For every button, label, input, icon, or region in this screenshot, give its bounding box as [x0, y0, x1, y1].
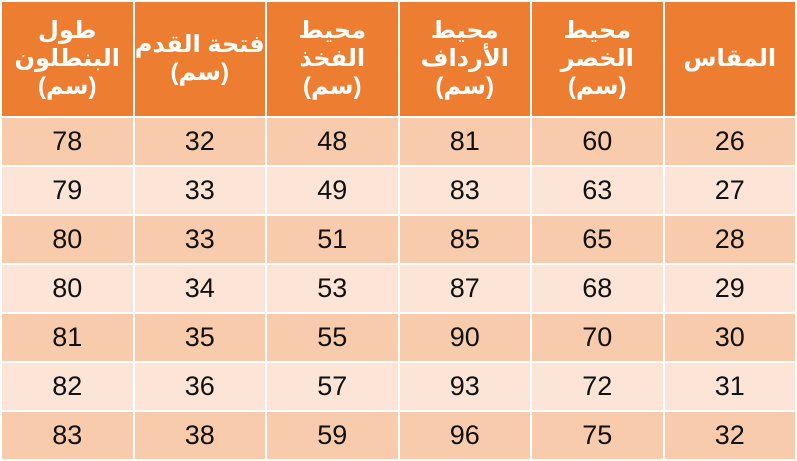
table-cell: 81 — [1, 313, 134, 362]
table-cell: 83 — [1, 411, 134, 460]
table-cell: 75 — [531, 411, 664, 460]
header-line: فتحة القدم — [134, 31, 265, 58]
table-cell: 26 — [664, 117, 797, 166]
table-cell: 60 — [531, 117, 664, 166]
table-cell: 70 — [531, 313, 664, 362]
table-cell: 27 — [664, 166, 797, 215]
table-cell: 35 — [134, 313, 267, 362]
table-row — [1, 411, 796, 460]
header-row — [1, 1, 796, 117]
table-cell: 55 — [266, 313, 399, 362]
table-cell: 49 — [266, 166, 399, 215]
table-row — [1, 313, 796, 362]
header-thigh — [266, 1, 399, 117]
table-cell: 51 — [266, 215, 399, 264]
table-cell: 93 — [399, 362, 532, 411]
header-line: الفخذ (سم) — [299, 45, 366, 100]
table-cell: 29 — [664, 264, 797, 313]
table-row — [1, 264, 796, 313]
header-line: البنطلون — [14, 45, 121, 72]
table-cell: 59 — [266, 411, 399, 460]
header-line: الأرداف — [420, 45, 509, 72]
table-cell: 33 — [134, 215, 267, 264]
table-cell: 28 — [664, 215, 797, 264]
table-cell: 72 — [531, 362, 664, 411]
table-cell: 85 — [399, 215, 532, 264]
header-line: (سم) — [568, 73, 627, 100]
table-cell: 87 — [399, 264, 532, 313]
table-cell: 57 — [266, 362, 399, 411]
table-cell: 36 — [134, 362, 267, 411]
header-line: محيط — [563, 17, 632, 44]
table-cell: 82 — [1, 362, 134, 411]
table-row — [1, 215, 796, 264]
header-line: محيط — [298, 17, 367, 44]
table-cell: 65 — [531, 215, 664, 264]
table-cell: 68 — [531, 264, 664, 313]
table-cell: 31 — [664, 362, 797, 411]
header-line: محيط — [430, 17, 499, 44]
header-line: الخصر — [560, 45, 634, 72]
header-line: (سم) — [435, 73, 494, 100]
table-cell: 32 — [134, 117, 267, 166]
table-cell: 53 — [266, 264, 399, 313]
table-cell: 83 — [399, 166, 532, 215]
header-line: طول — [38, 17, 97, 44]
header-line: (سم) — [170, 59, 229, 86]
table-cell: 80 — [1, 264, 134, 313]
table-cell: 81 — [399, 117, 532, 166]
table-cell: 79 — [1, 166, 134, 215]
table-cell: 38 — [134, 411, 267, 460]
table-cell: 90 — [399, 313, 532, 362]
header-waist — [531, 1, 664, 117]
header-trouser-length — [1, 1, 134, 117]
header-line: (سم) — [38, 73, 97, 100]
header-line: المقاس — [683, 45, 777, 72]
table-cell: 96 — [399, 411, 532, 460]
table-cell: 63 — [531, 166, 664, 215]
header-hips — [399, 1, 532, 117]
table-cell: 34 — [134, 264, 267, 313]
table-cell: 33 — [134, 166, 267, 215]
table-cell: 80 — [1, 215, 134, 264]
table-row — [1, 117, 796, 166]
header-leg-opening — [134, 1, 267, 117]
table-cell: 78 — [1, 117, 134, 166]
header-size — [664, 1, 797, 117]
table-cell: 32 — [664, 411, 797, 460]
table-row — [1, 362, 796, 411]
table-row — [1, 166, 796, 215]
table-cell: 30 — [664, 313, 797, 362]
table-cell: 48 — [266, 117, 399, 166]
